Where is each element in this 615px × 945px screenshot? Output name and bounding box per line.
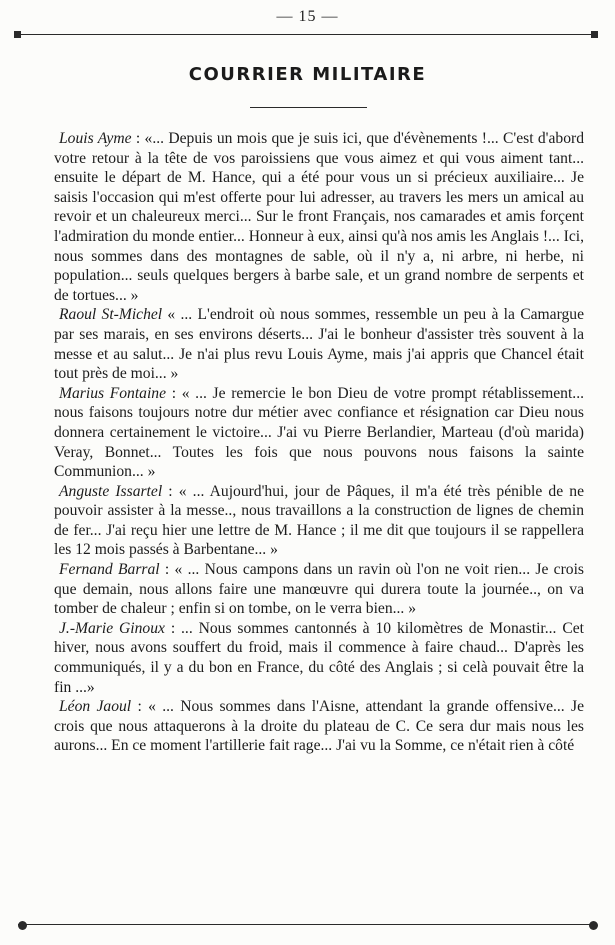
letter-text: : « ... Aujourd'hui, jour de Pâques, il m'a été très pénible de ne pouvoir assister à la messe.., nous travaillons a la construction de lignes de chemin de fer... J'ai reçu hier une lettre de M. Hance ; il me dit que toujours il se rappellera les 12 mois passés à Barbentane... » bbox=[54, 482, 584, 559]
letter-entry bbox=[54, 619, 584, 697]
letters-body bbox=[54, 129, 584, 756]
letter-entry bbox=[54, 384, 584, 482]
letter-author: Louis Ayme bbox=[59, 130, 132, 147]
rule-ornament bbox=[18, 921, 27, 930]
letter-text: : « ... Nous campons dans un ravin où l'on ne voit rien... Je crois que demain, nous allons faire une manœuvre qui durera toute la journée.., on va tomber de chaleur ; enfin si on tombe, on le verra bien... » bbox=[54, 561, 584, 618]
letter-text: : « ... Nous sommes dans l'Aisne, attendant la grande offensive... Je crois que nous attaquerons à la droite du plateau de C. Ce sera dur mais nous les aurons... En ce moment l'artillerie fait rage... J'ai vu la Somme, ce n'était rien à côté bbox=[54, 698, 585, 755]
section-title: COURRIER MILITAIRE bbox=[188, 64, 427, 85]
letter-author: Léon Jaoul bbox=[59, 698, 132, 716]
letter-author: Marius Fontaine bbox=[59, 384, 167, 402]
rule-ornament bbox=[591, 31, 598, 38]
top-rule bbox=[18, 34, 593, 35]
bottom-rule bbox=[18, 924, 593, 925]
letter-text: : «... Depuis un mois que je suis ici, que d'évènements !... C'est d'abord votre retour à la tête de vos paroissiens que vous aimez et qui vous aiment tant... ensuite le départ de M. Hance, qui a été pour vous un si précieux auxiliaire... Je saisis l'occasion qui m'est offerte pour lui adresser, au travers les mers un amical au revoir et un chaleureux merci... Sur le front Français, nos camarades et amis forçent l'admiration du monde entier... Honneur à eux, ainsi qu'à nos amis les Anglais !... Ici, nous sommes dans des montagnes de sable, où il n'y a, ni arbre, ni herbe, ni population... seuls quelques bergers à barbe sale, et un grand nombre de serpents et de tortues... » bbox=[54, 130, 584, 304]
letter-entry bbox=[54, 129, 584, 305]
letter-entry bbox=[54, 560, 584, 619]
letter-text: : « ... Je remercie le bon Dieu de votre prompt rétablissement... nous faisons toujours notre dur métier avec confiance et résignation car Dieu nous donnera certainement le victoire... J'ai vu Pierre Berlandier, Marteau (d'où marida) Veray, Bonnet... Toutes les fois que nous pouvons nous faisons la sainte Communion... » bbox=[54, 384, 584, 481]
rule-ornament bbox=[589, 921, 598, 930]
letter-entry bbox=[54, 482, 584, 560]
letter-text: : ... Nous sommes cantonnés à 10 kilomètres de Monastir... Cet hiver, nous avons souffert du froid, mais il commence à faire chaud... D'après les communiqués, il y a du bon en France, du côté des Anglais ; si celà pouvait être la fin ...» bbox=[54, 619, 584, 696]
page-number: — 15 — bbox=[276, 8, 339, 25]
letter-author: J.-Marie Ginoux bbox=[59, 619, 165, 637]
letter-author: Fernand Barral bbox=[59, 561, 160, 579]
letter-entry bbox=[54, 697, 584, 756]
letter-author: Raoul St-Michel bbox=[59, 306, 163, 324]
letter-text: « ... L'endroit où nous sommes, ressemble un peu à la Camargue par ses marais, en ses environs déserts... J'ai le bonheur d'assister très souvent à la messe et au salut... Je n'ai plus revu Louis Ayme, mais j'ai appris que Chancel était tout près de moi... » bbox=[54, 306, 585, 383]
letter-entry bbox=[54, 305, 584, 383]
letter-author: Anguste Issartel bbox=[59, 482, 163, 500]
title-underline bbox=[250, 107, 367, 108]
